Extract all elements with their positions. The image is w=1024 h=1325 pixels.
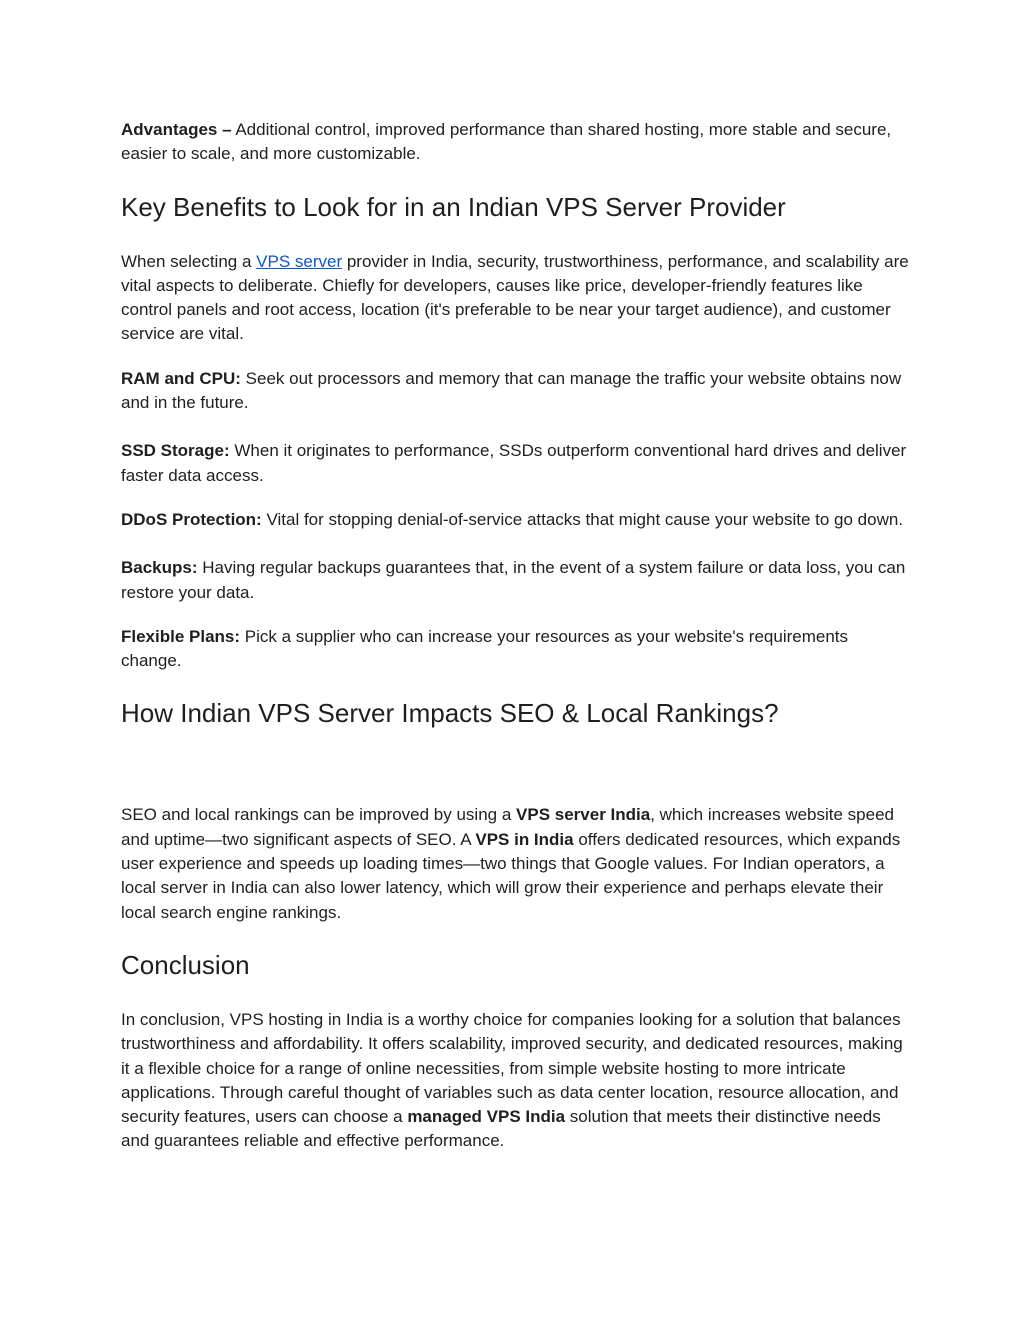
seo-text: SEO and local rankings can be improved by using a — [121, 805, 517, 825]
advantages-label: Advantages – — [121, 120, 232, 139]
seo-bold-term: VPS in India — [475, 829, 574, 849]
seo-paragraph — [121, 803, 911, 924]
section-heading-seo-rankings: How Indian VPS Server Impacts SEO & Local Rankings? — [121, 698, 779, 729]
benefit-item-flexible-plans — [121, 625, 911, 674]
benefit-label: Flexible Plans: — [121, 626, 241, 646]
benefit-text: Having regular backups guarantees that, in the event of a system failure or data loss, you can restore your data. — [121, 558, 906, 602]
vps-server-link[interactable]: VPS server — [256, 251, 343, 271]
benefit-text: When it originates to performance, SSDs outperform conventional hard drives and deliver faster data access. — [121, 441, 907, 485]
advantages-paragraph — [121, 118, 911, 167]
advantages-text: Additional control, improved performance than shared hosting, more stable and secure, easier to scale, and more customizable. — [121, 120, 892, 164]
benefit-text: Seek out processors and memory that can manage the traffic your website obtains now and in the future. — [121, 368, 902, 413]
seo-bold-term: VPS server India — [516, 805, 651, 825]
benefit-label: Backups: — [121, 558, 198, 578]
intro-text-after: provider in India, security, trustworthiness, performance, and scalability are vital aspects to deliberate. Chiefly for developers, causes like price, developer-friendly features like control panels and root access, location (it's preferable to be near your target audience), and customer service are vital. — [121, 251, 909, 344]
conclusion-text: solution that meets their distinctive needs and guarantees reliable and effective performance. — [121, 1107, 881, 1151]
section-heading-key-benefits: Key Benefits to Look for in an Indian VPS Server Provider — [121, 191, 786, 222]
benefit-item-ddos-protection — [121, 508, 911, 532]
conclusion-text: In conclusion, VPS hosting in India is a worthy choice for companies looking for a solution that balances trustworthiness and affordability. It offers scalability, improved security, and dedicated resources, making it a flexible choice for a range of online necessities, from simple website hosting to more intricate applications. Through careful thought of variables such as data center location, resource allocation, and security features, users can choose a — [121, 1009, 903, 1127]
document-page — [121, 118, 911, 1154]
benefit-label: RAM and CPU: — [121, 368, 241, 388]
benefit-text: Pick a supplier who can increase your resources as your website's requirements change. — [121, 626, 849, 671]
benefit-label: DDoS Protection: — [121, 509, 262, 529]
benefit-item-ssd-storage — [121, 439, 911, 488]
conclusion-paragraph — [121, 1008, 911, 1154]
benefit-label: SSD Storage: — [121, 441, 230, 461]
seo-text: , which increases website speed and uptime—two significant aspects of SEO. A — [121, 805, 894, 849]
section-heading-conclusion: Conclusion — [121, 949, 250, 980]
benefit-item-ram-cpu — [121, 367, 911, 416]
benefit-item-backups — [121, 556, 911, 605]
seo-text: offers dedicated resources, which expands user experience and speeds up loading times—two things that Google values. For Indian operators, a local server in India can also lower latency, which will grow their experience and perhaps elevate their local search engine rankings. — [121, 829, 901, 922]
benefit-text: Vital for stopping denial-of-service attacks that might cause your website to go down. — [261, 509, 904, 529]
conclusion-bold-term: managed VPS India — [407, 1107, 566, 1127]
intro-paragraph — [121, 250, 911, 347]
intro-text-before: When selecting a — [121, 251, 257, 271]
